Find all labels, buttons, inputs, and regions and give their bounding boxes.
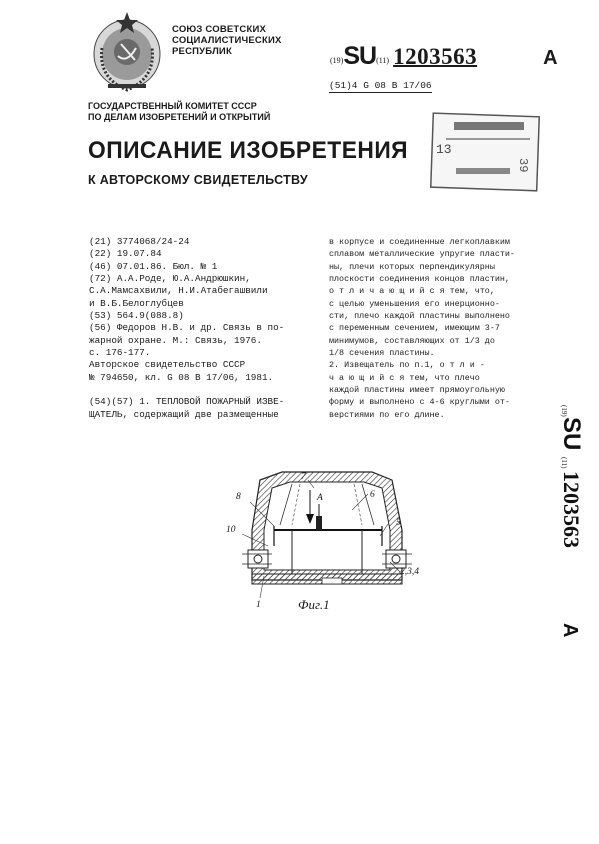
biblio-line: (21) 3774068/24-24 <box>89 236 190 247</box>
publication-number <box>330 42 558 71</box>
claims-line: верстиями по его длине. <box>329 409 445 420</box>
label-2-3-4: 2,3,4 <box>400 567 419 577</box>
country-code: SU <box>343 42 377 70</box>
biblio-line: С.А.Мамсахвили, Н.И.Атабегашвили <box>89 285 268 297</box>
label-7: 7 <box>301 472 306 482</box>
biblio-line: (56) Федоров Н.В. и др. Связь в по- <box>89 322 285 334</box>
claims-line: каждой пластины имеет прямоугольную <box>329 385 505 396</box>
ussr-emblem-icon <box>88 8 166 96</box>
biblio-line: (46) 07.01.86. Бюл. № 1 <box>89 260 218 272</box>
claims-line: с переменным сечением, имеющим 3-7 <box>329 323 500 334</box>
claims-line: ч а ю щ и й с я тем, что плечо <box>329 372 480 383</box>
biblio-line: № 794650, кл. G 08 B 17/06, 1981. <box>89 371 274 383</box>
code-11: (11) <box>376 55 390 65</box>
claims-line: сплавом металлические упругие пласти- <box>329 249 515 260</box>
figure-caption: Фиг.1 <box>298 597 330 612</box>
claims-line: минимумов, составляющих от 1/3 до <box>329 335 495 346</box>
state-name <box>172 24 282 57</box>
biblio-line: ЩАТЕЛЬ, содержащий две размещенные <box>89 408 279 420</box>
svg-text:39: 39 <box>516 158 530 173</box>
side-kind: A <box>559 623 581 638</box>
ipc-class: (51)4 G 08 B 17/06 <box>329 80 432 91</box>
claims-line: плоскости соединения концов пластин, <box>329 274 510 285</box>
committee-line: ПО ДЕЛАМ ИЗОБРЕТЕНИЙ И ОТКРЫТИЙ <box>88 112 271 122</box>
claims-line: сти, плечо каждой пластины выполнено <box>329 311 510 322</box>
claims-line: 2. Извещатель по п.1, о т л и - <box>329 360 485 371</box>
claims-line: в корпусе и соединенные легкоплавким <box>329 237 510 247</box>
kind-code: A <box>543 47 558 69</box>
biblio-line: и В.Б.Белоглубцев <box>89 297 184 309</box>
claims-line: о т л и ч а ю щ и й с я тем, что, <box>329 286 495 297</box>
state-name-line: СОЮЗ СОВЕТСКИХ <box>172 24 267 35</box>
document-subtitle: К АВТОРСКОМУ СВИДЕТЕЛЬСТВУ <box>88 173 308 187</box>
label-10: 10 <box>226 525 236 535</box>
biblio-line: с. 176-177. <box>89 347 151 359</box>
biblio-line: (72) А.А.Роде, Ю.А.Андрюшкин, <box>89 273 251 285</box>
code-19: (19) <box>330 55 344 65</box>
claims-text <box>329 236 515 421</box>
claims-line: ны, плечи которых перпендикулярны <box>329 261 495 272</box>
patent-number: 1203563 <box>393 44 478 69</box>
biblio-line <box>89 384 284 396</box>
biblio-line: Авторское свидетельство СССР <box>89 359 246 371</box>
label-5: 5 <box>396 518 401 528</box>
committee-line: ГОСУДАРСТВЕННЫЙ КОМИТЕТ СССР <box>88 101 257 111</box>
state-name-line: СОЦИАЛИСТИЧЕСКИХ <box>172 35 282 46</box>
side-publication-number <box>550 405 590 645</box>
label-a: A <box>317 493 323 503</box>
label-6: 6 <box>370 490 375 500</box>
side-country: SU <box>558 417 585 451</box>
label-8: 8 <box>236 492 241 502</box>
state-name-line: РЕСПУБЛИК <box>172 46 232 57</box>
document-title: ОПИСАНИЕ ИЗОБРЕТЕНИЯ <box>88 137 409 164</box>
claims-line: форму и выполнено с 4-6 круглыми от- <box>329 397 510 408</box>
biblio-line: (53) 564.9(088.8) <box>89 310 184 322</box>
biblio-line: жарной охране. М.: Связь, 1976. <box>89 334 262 346</box>
side-code-19: (19) <box>560 405 568 417</box>
committee-name <box>88 101 270 123</box>
side-code-11: (11) <box>560 457 568 469</box>
claims-line: с целью уменьшения его инерционно- <box>329 298 500 309</box>
label-1: 1 <box>256 600 261 610</box>
side-number: 1203563 <box>559 471 584 548</box>
bibliographic-data <box>89 236 284 421</box>
stamp-number: 13 <box>436 142 452 157</box>
biblio-line: (54)(57) 1. ТЕПЛОВОЙ ПОЖАРНЫЙ ИЗВЕ- <box>89 396 285 408</box>
claims-line: 1/8 сечения пластины. <box>329 348 435 359</box>
biblio-line: (22) 19.07.84 <box>89 248 162 260</box>
